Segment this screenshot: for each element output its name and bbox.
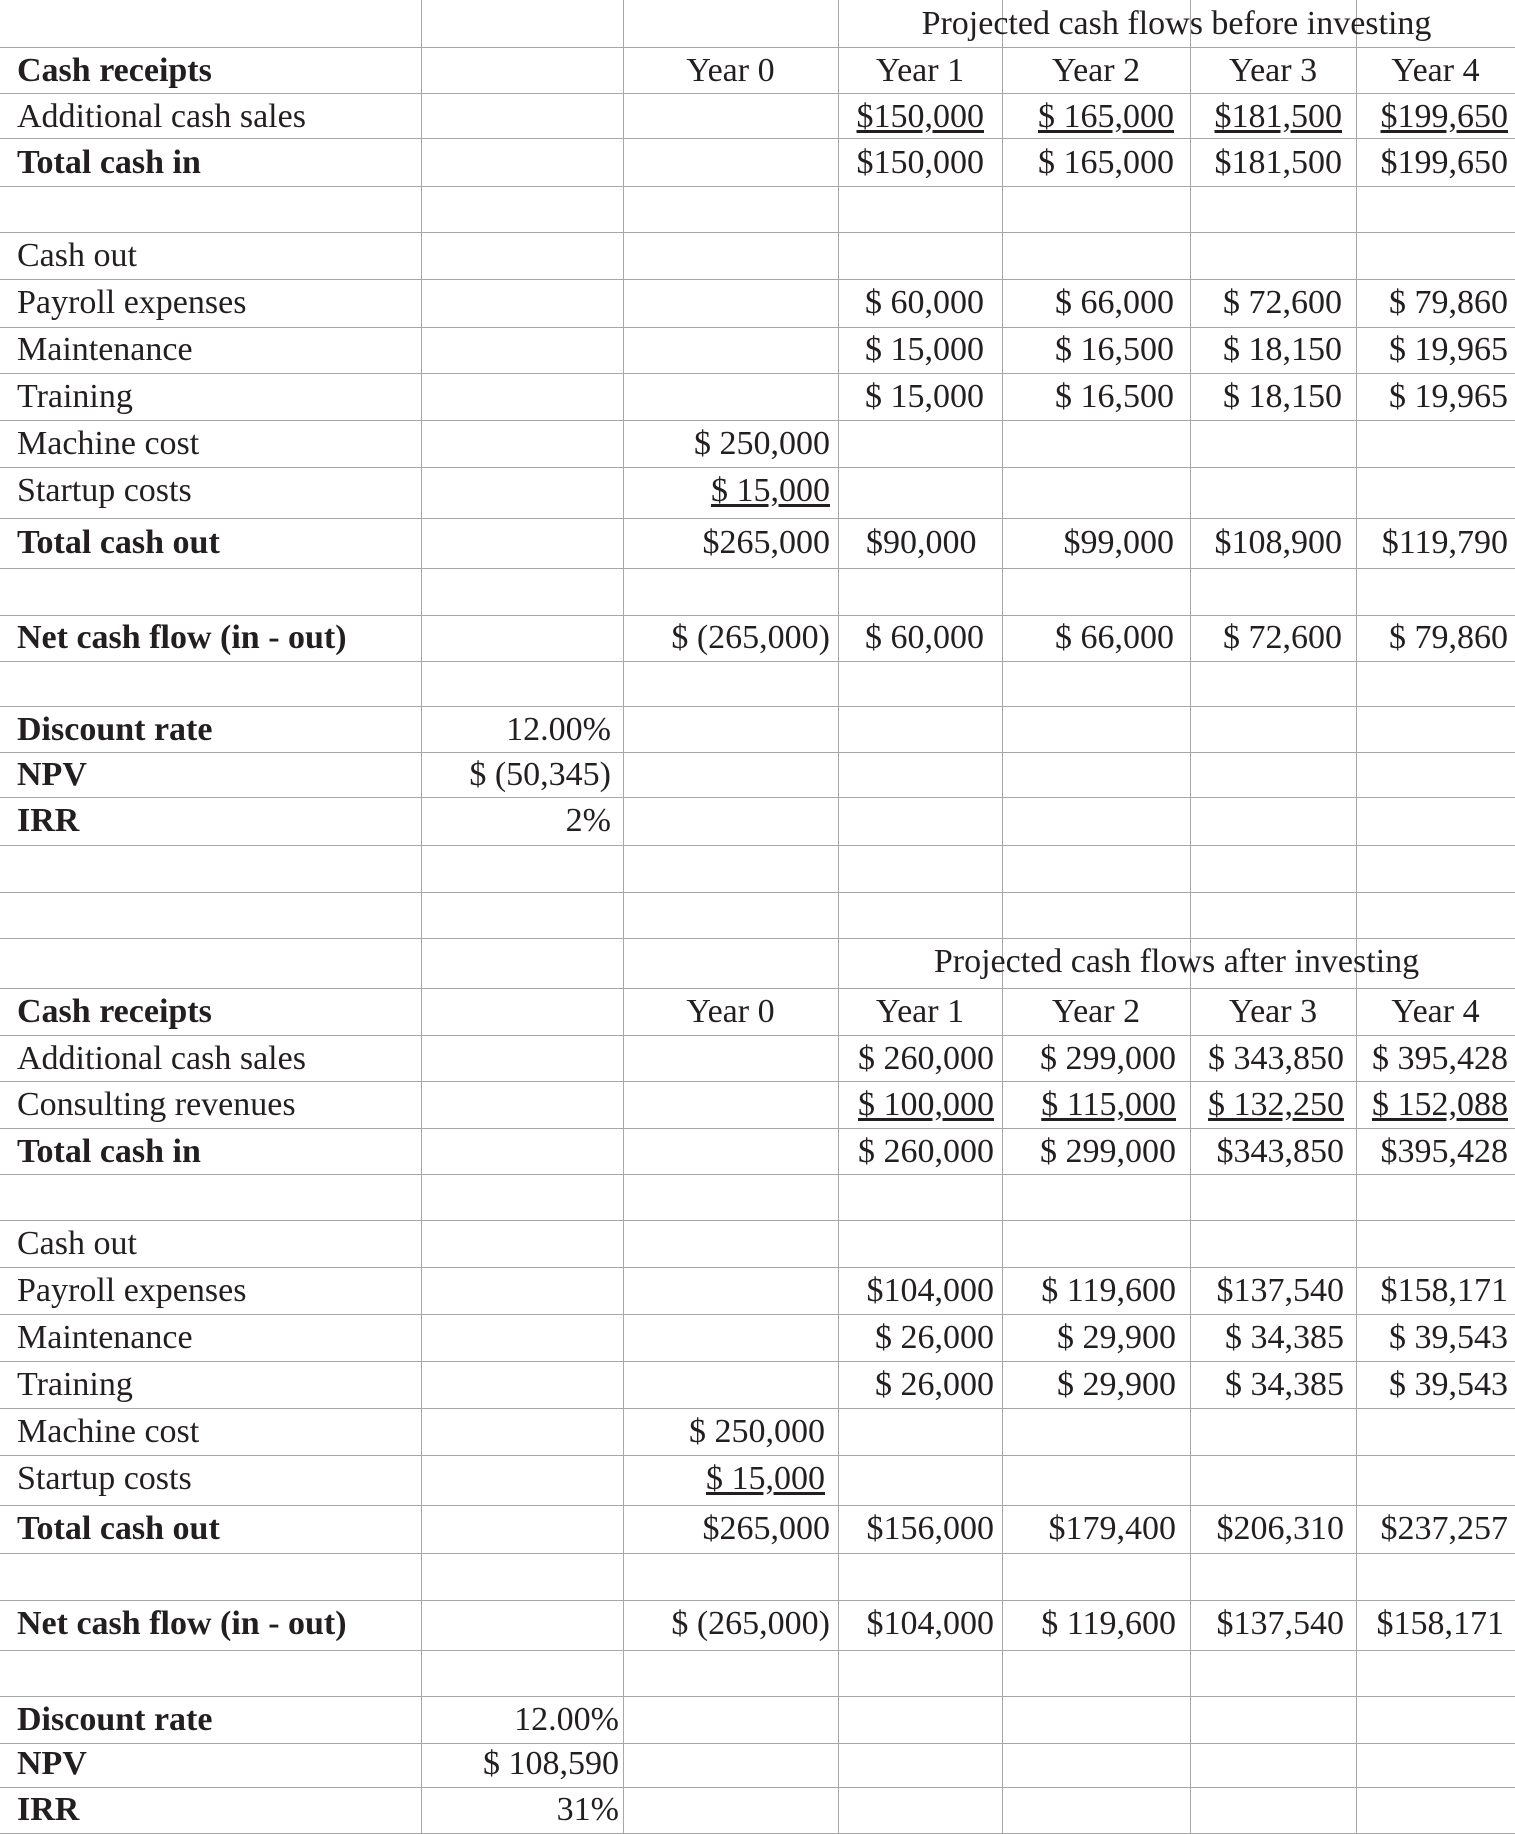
- metric-label-npv: NPV: [17, 1745, 87, 1782]
- grid-line: [623, 0, 624, 1834]
- table-cell: $137,540: [1216, 1605, 1344, 1642]
- table-cell: $ 250,000: [694, 425, 830, 462]
- row-label: Total cash in: [17, 144, 201, 181]
- table-cell: $ 119,600: [1041, 1272, 1176, 1309]
- grid-line: [0, 420, 1515, 421]
- col-header-year2: Year 2: [1051, 993, 1141, 1030]
- table-cell: $104,000: [866, 1272, 994, 1309]
- table-cell: $181,500: [1214, 144, 1342, 181]
- metric-value-npv: $ 108,590: [483, 1745, 619, 1782]
- grid-line: [0, 988, 1515, 989]
- table-cell: $ 60,000: [865, 619, 984, 656]
- col-header-year4: Year 4: [1391, 993, 1480, 1030]
- table-cell: $ 34,385: [1225, 1319, 1344, 1356]
- grid-line: [0, 138, 1515, 139]
- table-cell: $ 299,000: [1040, 1040, 1176, 1077]
- row-label: Total cash in: [17, 1133, 201, 1170]
- row-label: Training: [17, 1366, 133, 1403]
- row-label: Total cash out: [17, 1510, 220, 1547]
- col-header-year4: Year 4: [1391, 52, 1480, 89]
- metric-value-npv: $ (50,345): [469, 756, 611, 793]
- grid-line: [0, 797, 1515, 798]
- row-label: Maintenance: [17, 1319, 193, 1356]
- table-cell: $150,000: [856, 98, 984, 135]
- grid-line: [1002, 0, 1003, 1834]
- col-header-year3: Year 3: [1228, 993, 1318, 1030]
- grid-line: [1190, 0, 1191, 1834]
- table-cell: $343,850: [1216, 1133, 1344, 1170]
- metric-label-discount-rate: Discount rate: [17, 1701, 213, 1738]
- table-cell: $ 66,000: [1055, 284, 1174, 321]
- row-label: Net cash flow (in - out): [17, 1605, 347, 1642]
- table-cell: $ 15,000: [711, 472, 830, 509]
- grid-line: [0, 518, 1515, 519]
- row-label: Maintenance: [17, 331, 193, 368]
- grid-line: [0, 1743, 1515, 1744]
- row-label: Cash out: [17, 1225, 137, 1262]
- metric-value-irr: 31%: [556, 1791, 619, 1828]
- grid-line: [0, 1455, 1515, 1456]
- section-title: Projected cash flows after investing: [933, 943, 1420, 980]
- grid-line: [0, 615, 1515, 616]
- metric-label-irr: IRR: [17, 802, 80, 839]
- table-cell: $ 18,150: [1223, 331, 1342, 368]
- table-cell: $237,257: [1380, 1510, 1508, 1547]
- row-label: Cash out: [17, 237, 137, 274]
- table-cell: $108,900: [1214, 524, 1342, 561]
- metric-label-npv: NPV: [17, 756, 87, 793]
- metric-value-discount-rate: 12.00%: [506, 711, 611, 748]
- table-cell: $ 115,000: [1041, 1086, 1176, 1123]
- row-label: Training: [17, 378, 133, 415]
- row-label: Startup costs: [17, 1460, 192, 1497]
- grid-line: [0, 1128, 1515, 1129]
- table-cell: $ 299,000: [1040, 1133, 1176, 1170]
- table-cell: $156,000: [866, 1510, 994, 1547]
- table-cell: $ 260,000: [858, 1040, 994, 1077]
- table-cell: $ 79,860: [1389, 284, 1508, 321]
- grid-line: [0, 373, 1515, 374]
- col-header-year1: Year 1: [875, 993, 965, 1030]
- table-cell: $ (265,000): [671, 619, 830, 656]
- grid-line: [1356, 0, 1357, 1834]
- table-cell: $ 165,000: [1038, 144, 1174, 181]
- row-label: Machine cost: [17, 1413, 200, 1450]
- table-cell: $ 66,000: [1055, 619, 1174, 656]
- col-header-year2: Year 2: [1051, 52, 1141, 89]
- table-cell: $ 165,000: [1038, 98, 1174, 135]
- grid-line: [0, 186, 1515, 187]
- table-cell: $199,650: [1380, 98, 1508, 135]
- grid-line: [0, 1553, 1515, 1554]
- grid-line: [0, 752, 1515, 753]
- table-cell: $119,790: [1381, 524, 1508, 561]
- table-cell: $ 15,000: [865, 331, 984, 368]
- col-header-year0: Year 0: [686, 993, 775, 1030]
- grid-line: [0, 93, 1515, 94]
- table-cell: $99,000: [1063, 524, 1174, 561]
- grid-line: [0, 892, 1515, 893]
- grid-line: [0, 467, 1515, 468]
- row-label: Startup costs: [17, 472, 192, 509]
- table-cell: $ 72,600: [1223, 619, 1342, 656]
- row-label: Consulting revenues: [17, 1086, 296, 1123]
- table-cell: $179,400: [1048, 1510, 1176, 1547]
- grid-line: [0, 1505, 1515, 1506]
- table-cell: $ 19,965: [1389, 378, 1508, 415]
- metric-label-irr: IRR: [17, 1791, 80, 1828]
- table-cell: $ 152,088: [1372, 1086, 1508, 1123]
- grid-line: [0, 1787, 1515, 1788]
- table-cell: $206,310: [1216, 1510, 1344, 1547]
- table-cell: $ 100,000: [858, 1086, 994, 1123]
- table-cell: $158,171: [1380, 1272, 1508, 1309]
- grid-line: [0, 1361, 1515, 1362]
- section-title: Projected cash flows before investing: [921, 5, 1432, 42]
- col-header-year0: Year 0: [686, 52, 775, 89]
- grid-line: [0, 47, 1515, 48]
- row-label: Net cash flow (in - out): [17, 619, 347, 656]
- table-cell: $ 79,860: [1389, 619, 1508, 656]
- row-label: Machine cost: [17, 425, 200, 462]
- table-cell: $ 250,000: [689, 1413, 825, 1450]
- row-label-cash-receipts: Cash receipts: [17, 993, 212, 1030]
- row-label: Total cash out: [17, 524, 220, 561]
- grid-line: [0, 1081, 1515, 1082]
- grid-line: [0, 938, 1515, 939]
- table-cell: $ 15,000: [865, 378, 984, 415]
- table-cell: $104,000: [866, 1605, 994, 1642]
- table-cell: $ 15,000: [706, 1460, 825, 1497]
- metric-value-irr: 2%: [565, 802, 611, 839]
- table-cell: $158,171: [1376, 1605, 1504, 1642]
- table-cell: $ 16,500: [1055, 378, 1174, 415]
- grid-line: [0, 1220, 1515, 1221]
- row-label: Payroll expenses: [17, 1272, 247, 1309]
- col-header-year1: Year 1: [875, 52, 965, 89]
- grid-line: [0, 1035, 1515, 1036]
- table-cell: $ 260,000: [858, 1133, 994, 1170]
- table-cell: $ (265,000): [671, 1605, 830, 1642]
- grid-line: [0, 706, 1515, 707]
- table-cell: $ 343,850: [1208, 1040, 1344, 1077]
- row-label-cash-receipts: Cash receipts: [17, 52, 212, 89]
- grid-line: [0, 1267, 1515, 1268]
- table-cell: $ 26,000: [875, 1366, 994, 1403]
- grid-line: [0, 568, 1515, 569]
- table-cell: $395,428: [1380, 1133, 1508, 1170]
- grid-line: [0, 1650, 1515, 1651]
- grid-line: [0, 1696, 1515, 1697]
- table-cell: $ 34,385: [1225, 1366, 1344, 1403]
- row-label: Additional cash sales: [17, 98, 306, 135]
- table-cell: $ 39,543: [1389, 1366, 1508, 1403]
- grid-line: [0, 1314, 1515, 1315]
- table-cell: $ 16,500: [1055, 331, 1174, 368]
- col-header-year3: Year 3: [1228, 52, 1318, 89]
- table-cell: $265,000: [702, 1510, 830, 1547]
- table-cell: $ 19,965: [1389, 331, 1508, 368]
- table-cell: $ 395,428: [1372, 1040, 1508, 1077]
- grid-line: [0, 1408, 1515, 1409]
- metric-label-discount-rate: Discount rate: [17, 711, 213, 748]
- table-cell: $181,500: [1214, 98, 1342, 135]
- grid-line: [0, 279, 1515, 280]
- grid-line: [0, 1174, 1515, 1175]
- table-cell: $150,000: [856, 144, 984, 181]
- grid-line: [0, 845, 1515, 846]
- grid-line: [0, 232, 1515, 233]
- table-cell: $137,540: [1216, 1272, 1344, 1309]
- table-cell: $ 26,000: [875, 1319, 994, 1356]
- table-cell: $ 132,250: [1208, 1086, 1344, 1123]
- table-cell: $ 39,543: [1389, 1319, 1508, 1356]
- metric-value-discount-rate: 12.00%: [514, 1701, 619, 1738]
- table-cell: $ 72,600: [1223, 284, 1342, 321]
- table-cell: $ 29,900: [1057, 1319, 1176, 1356]
- table-cell: $265,000: [702, 524, 830, 561]
- table-cell: $90,000: [866, 524, 977, 561]
- grid-line: [0, 327, 1515, 328]
- grid-line: [0, 1600, 1515, 1601]
- table-cell: $199,650: [1380, 144, 1508, 181]
- row-label: Payroll expenses: [17, 284, 247, 321]
- grid-line: [838, 0, 839, 1834]
- table-cell: $ 119,600: [1041, 1605, 1176, 1642]
- table-cell: $ 18,150: [1223, 378, 1342, 415]
- table-cell: $ 29,900: [1057, 1366, 1176, 1403]
- row-label: Additional cash sales: [17, 1040, 306, 1077]
- grid-line: [0, 661, 1515, 662]
- grid-line: [421, 0, 422, 1834]
- table-cell: $ 60,000: [865, 284, 984, 321]
